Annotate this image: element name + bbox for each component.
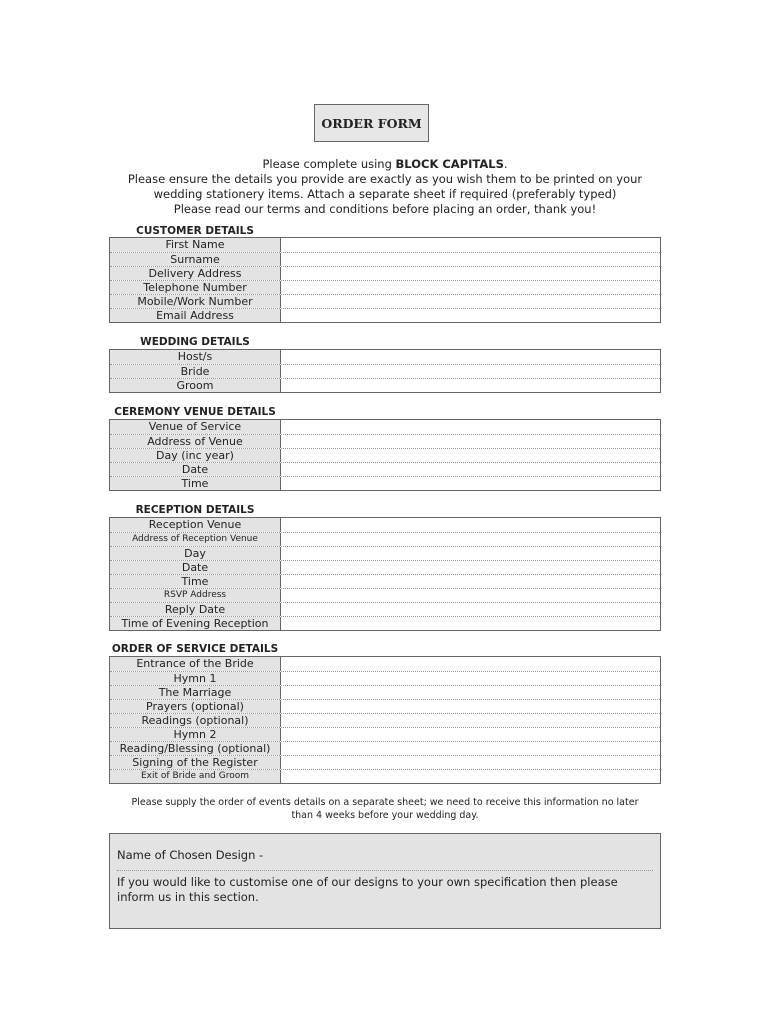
field-label: Day (inc year)	[110, 449, 281, 462]
table-row	[110, 713, 660, 727]
email-address-field[interactable]	[281, 309, 660, 322]
order-of-events-note	[110, 796, 660, 822]
order-form-title: ORDER FORM	[314, 104, 429, 142]
order-of-service-heading: ORDER OF SERVICE DETAILS	[111, 643, 279, 655]
table-row	[110, 238, 660, 252]
first-name-field[interactable]	[281, 238, 660, 252]
table-row	[110, 294, 660, 308]
ceremony-time-field[interactable]	[281, 477, 660, 490]
reception-time-field[interactable]	[281, 575, 660, 588]
note-line-1: Please supply the order of events details on a separate sheet; we need to receive this information no later	[131, 797, 639, 808]
table-row	[110, 657, 660, 671]
field-label: Hymn 2	[110, 728, 281, 741]
divider	[117, 870, 653, 871]
hymn-1-field[interactable]	[281, 672, 660, 685]
reception-day-field[interactable]	[281, 547, 660, 560]
reception-details-heading: RECEPTION DETAILS	[135, 504, 255, 516]
venue-of-service-field[interactable]	[281, 420, 660, 434]
entrance-of-bride-field[interactable]	[281, 657, 660, 671]
delivery-address-field[interactable]	[281, 267, 660, 280]
table-row	[110, 420, 660, 434]
intro-line-3: wedding stationery items. Attach a separate sheet if required (preferably typed)	[153, 187, 617, 201]
signing-register-field[interactable]	[281, 756, 660, 769]
mobile-work-number-field[interactable]	[281, 295, 660, 308]
intro-line-1: Please complete using BLOCK CAPITALS.	[262, 157, 508, 171]
table-row	[110, 560, 660, 574]
table-row	[110, 588, 660, 602]
reception-venue-field[interactable]	[281, 518, 660, 532]
field-label: Mobile/Work Number	[110, 295, 281, 308]
table-row	[110, 378, 660, 392]
chosen-design-box[interactable]	[109, 833, 661, 929]
field-label: Address of Reception Venue	[110, 533, 281, 546]
intro-text	[110, 157, 660, 217]
field-label: Prayers (optional)	[110, 700, 281, 713]
field-label: Time of Evening Reception	[110, 617, 281, 630]
field-label: Hymn 1	[110, 672, 281, 685]
field-label: The Marriage	[110, 686, 281, 699]
evening-reception-time-field[interactable]	[281, 617, 660, 630]
table-row	[110, 546, 660, 560]
table-row	[110, 741, 660, 755]
bride-field[interactable]	[281, 365, 660, 378]
table-row	[110, 448, 660, 462]
table-row	[110, 364, 660, 378]
rsvp-address-field[interactable]	[281, 589, 660, 602]
field-label: Groom	[110, 379, 281, 392]
wedding-details-table	[109, 349, 661, 393]
field-label: Exit of Bride and Groom	[110, 770, 281, 783]
exit-bride-groom-field[interactable]	[281, 770, 660, 783]
table-row	[110, 616, 660, 630]
field-label: Delivery Address	[110, 267, 281, 280]
customer-details-heading: CUSTOMER DETAILS	[136, 225, 254, 237]
readings-field[interactable]	[281, 714, 660, 727]
field-label: Date	[110, 561, 281, 574]
the-marriage-field[interactable]	[281, 686, 660, 699]
table-row	[110, 769, 660, 783]
surname-field[interactable]	[281, 253, 660, 266]
table-row	[110, 518, 660, 532]
address-of-venue-field[interactable]	[281, 435, 660, 448]
reading-blessing-field[interactable]	[281, 742, 660, 755]
field-label: Reception Venue	[110, 518, 281, 532]
reception-details-table	[109, 517, 661, 631]
reply-date-field[interactable]	[281, 603, 660, 616]
groom-field[interactable]	[281, 379, 660, 392]
field-label: Readings (optional)	[110, 714, 281, 727]
field-label: Host/s	[110, 350, 281, 364]
table-row	[110, 574, 660, 588]
table-row	[110, 462, 660, 476]
intro-line-2: Please ensure the details you provide are exactly as you wish them to be printed on your	[127, 172, 643, 186]
ceremony-venue-table	[109, 419, 661, 491]
reception-date-field[interactable]	[281, 561, 660, 574]
table-row	[110, 602, 660, 616]
chosen-design-label: Name of Chosen Design -	[117, 848, 264, 862]
ceremony-day-field[interactable]	[281, 449, 660, 462]
order-of-service-table	[109, 656, 661, 784]
field-label: Time	[110, 477, 281, 490]
table-row	[110, 755, 660, 769]
hosts-field[interactable]	[281, 350, 660, 364]
table-row	[110, 532, 660, 546]
field-label: Signing of the Register	[110, 756, 281, 769]
reception-address-field[interactable]	[281, 533, 660, 546]
field-label: Venue of Service	[110, 420, 281, 434]
table-row	[110, 280, 660, 294]
field-label: Reading/Blessing (optional)	[110, 742, 281, 755]
wedding-details-heading: WEDDING DETAILS	[140, 336, 250, 348]
telephone-number-field[interactable]	[281, 281, 660, 294]
field-label: First Name	[110, 238, 281, 252]
table-row	[110, 699, 660, 713]
table-row	[110, 308, 660, 322]
table-row	[110, 266, 660, 280]
table-row	[110, 434, 660, 448]
field-label: Surname	[110, 253, 281, 266]
field-label: Time	[110, 575, 281, 588]
field-label: Date	[110, 463, 281, 476]
table-row	[110, 350, 660, 364]
table-row	[110, 685, 660, 699]
field-label: Day	[110, 547, 281, 560]
note-line-2: than 4 weeks before your wedding day.	[291, 810, 479, 821]
hymn-2-field[interactable]	[281, 728, 660, 741]
field-label: Telephone Number	[110, 281, 281, 294]
table-row	[110, 727, 660, 741]
field-label: Reply Date	[110, 603, 281, 616]
field-label: RSVP Address	[110, 589, 281, 602]
field-label: Entrance of the Bride	[110, 657, 281, 671]
intro-line-4: Please read our terms and conditions before placing an order, thank you!	[173, 202, 597, 216]
table-row	[110, 671, 660, 685]
table-row	[110, 252, 660, 266]
field-label: Address of Venue	[110, 435, 281, 448]
ceremony-venue-heading: CEREMONY VENUE DETAILS	[114, 406, 276, 418]
customer-details-table	[109, 237, 661, 323]
ceremony-date-field[interactable]	[281, 463, 660, 476]
field-label: Email Address	[110, 309, 281, 322]
field-label: Bride	[110, 365, 281, 378]
customise-text: If you would like to customise one of our designs to your own specification then please inform us in this section.	[117, 875, 618, 904]
prayers-field[interactable]	[281, 700, 660, 713]
table-row	[110, 476, 660, 490]
